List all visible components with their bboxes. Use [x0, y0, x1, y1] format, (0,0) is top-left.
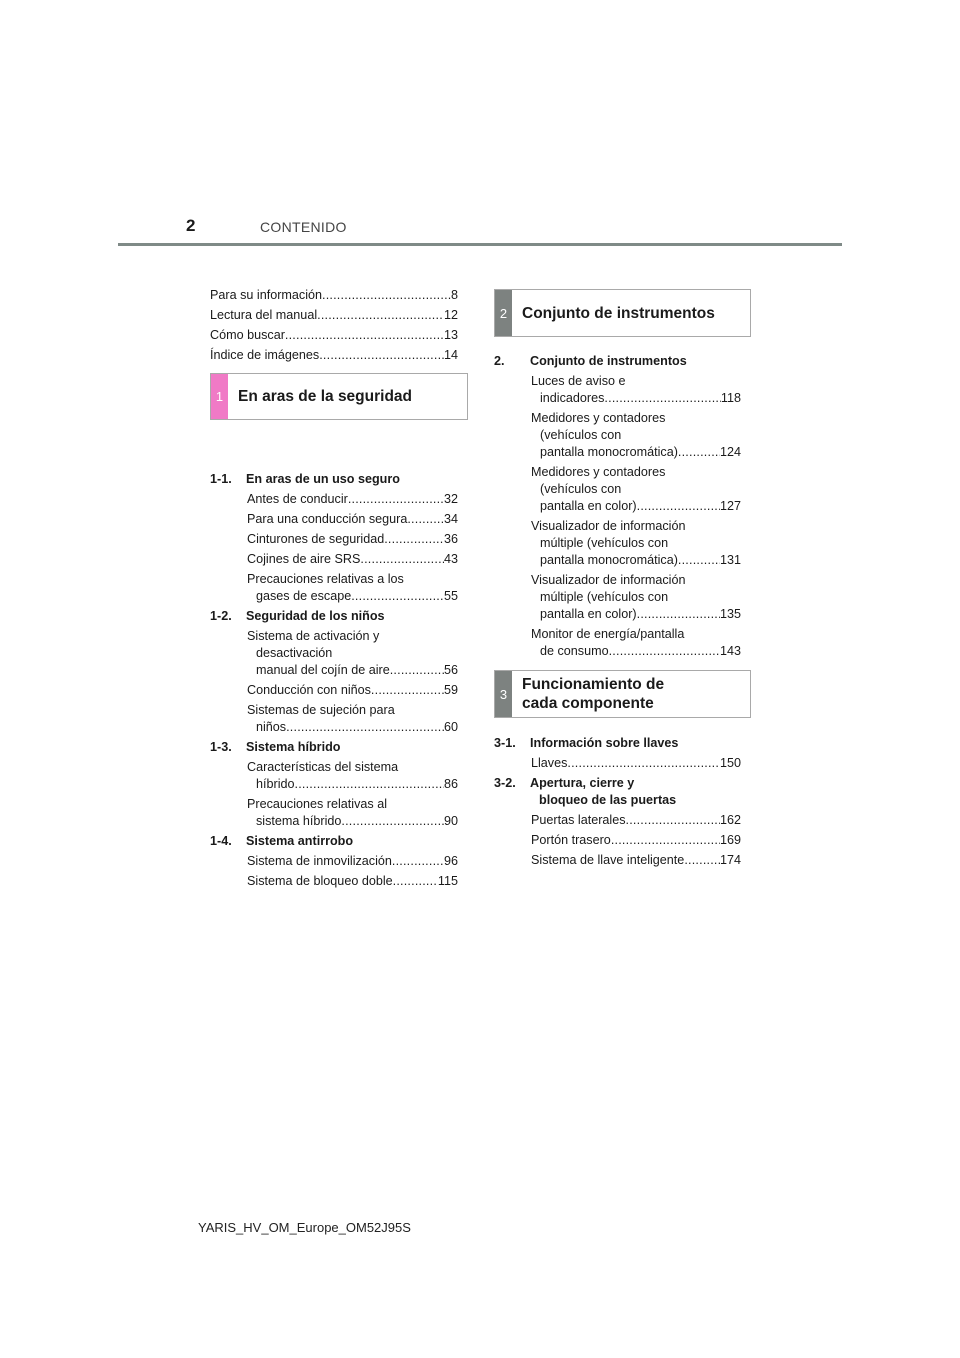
page-number: 2 — [186, 216, 196, 235]
toc-entry[interactable]: Sistemas de sujeción para niños ..... 60 — [247, 702, 458, 736]
toc-entry[interactable]: Características del sistema híbrido ..... 86 — [247, 759, 458, 793]
toc-entry[interactable]: Cojines de aire SRS ..... 43 — [247, 551, 458, 568]
toc-entry[interactable]: Conducción con niños ..... 59 — [247, 682, 458, 699]
toc-entry[interactable]: Llaves ..... 150 — [531, 755, 741, 772]
chapter-3-title: Funcionamiento de cada componente — [522, 676, 665, 712]
header-divider — [118, 243, 842, 246]
toc-entry[interactable]: Luces de aviso e indicadores ..... 118 — [531, 373, 741, 407]
section-heading: 1-4. Sistema antirrobo — [210, 834, 354, 848]
toc-entry[interactable]: Monitor de energía/pantalla de consumo ..... 143 — [531, 626, 741, 660]
toc-entry[interactable]: Medidores y contadores (vehículos con pantalla en color) ..... 127 — [531, 464, 741, 515]
section-heading: 3-2. Apertura, cierre y bloqueo de las puertas — [494, 776, 677, 807]
chapter-1-tab: 1 — [211, 374, 228, 419]
toc-entry[interactable]: Cinturones de seguridad ..... 36 — [247, 531, 458, 548]
chapter-2-tab: 2 — [495, 290, 512, 336]
toc-entry[interactable]: Visualizador de información múltiple (vehículos con pantalla monocromática) ..... 131 — [531, 518, 741, 569]
chapter-1-title: En aras de la seguridad — [238, 388, 413, 405]
toc-entry[interactable]: Sistema de bloqueo doble ..... 115 — [247, 873, 458, 890]
chapter-1-header[interactable] — [210, 373, 468, 420]
toc-entry[interactable]: Lectura del manual ..... 12 — [210, 307, 458, 324]
footer-doc-id: YARIS_HV_OM_Europe_OM52J95S — [198, 1220, 411, 1235]
toc-entry[interactable]: Cómo buscar ..... 13 — [210, 327, 458, 344]
toc-entry[interactable]: Sistema de inmovilización ..... 96 — [247, 853, 458, 870]
toc-entry[interactable]: Medidores y contadores (vehículos con pantalla monocromática) ..... 124 — [531, 410, 741, 461]
section-heading: 1-3. Sistema híbrido — [210, 740, 341, 754]
toc-entry[interactable]: Precauciones relativas a los gases de escape ..... 55 — [247, 571, 458, 605]
section-heading: 1-1. En aras de un uso seguro — [210, 472, 400, 486]
toc-entry[interactable]: Sistema de llave inteligente ..... 174 — [531, 852, 741, 869]
toc-entry[interactable]: Sistema de activación y desactivación manual del cojín de aire ..... 56 — [247, 628, 458, 679]
page-title: CONTENIDO — [260, 219, 347, 235]
chapter-2-title: Conjunto de instrumentos — [522, 304, 715, 322]
toc-entry[interactable]: Para su información ..... 8 — [210, 287, 458, 304]
chapter-3-tab: 3 — [495, 671, 512, 717]
section-heading: 3-1. Información sobre llaves — [494, 736, 679, 750]
section-heading: 2. Conjunto de instrumentos — [494, 354, 687, 368]
toc-entry[interactable]: Antes de conducir ..... 32 — [247, 491, 458, 508]
toc-entry[interactable]: Puertas laterales ..... 162 — [531, 812, 741, 829]
toc-entry[interactable]: Precauciones relativas al sistema híbrido ..... 90 — [247, 796, 458, 830]
toc-entry[interactable]: Índice de imágenes ..... 14 — [210, 347, 458, 364]
chapter-2-header[interactable] — [494, 289, 751, 337]
section-heading: 1-2. Seguridad de los niños — [210, 609, 385, 623]
toc-entry[interactable]: Portón trasero ..... 169 — [531, 832, 741, 849]
toc-entry[interactable]: Visualizador de información múltiple (vehículos con pantalla en color) ..... 135 — [531, 572, 741, 623]
toc-entry[interactable]: Para una conducción segura ..... 34 — [247, 511, 458, 528]
toc-right-column — [494, 353, 741, 872]
chapter-3-header[interactable] — [494, 670, 751, 718]
